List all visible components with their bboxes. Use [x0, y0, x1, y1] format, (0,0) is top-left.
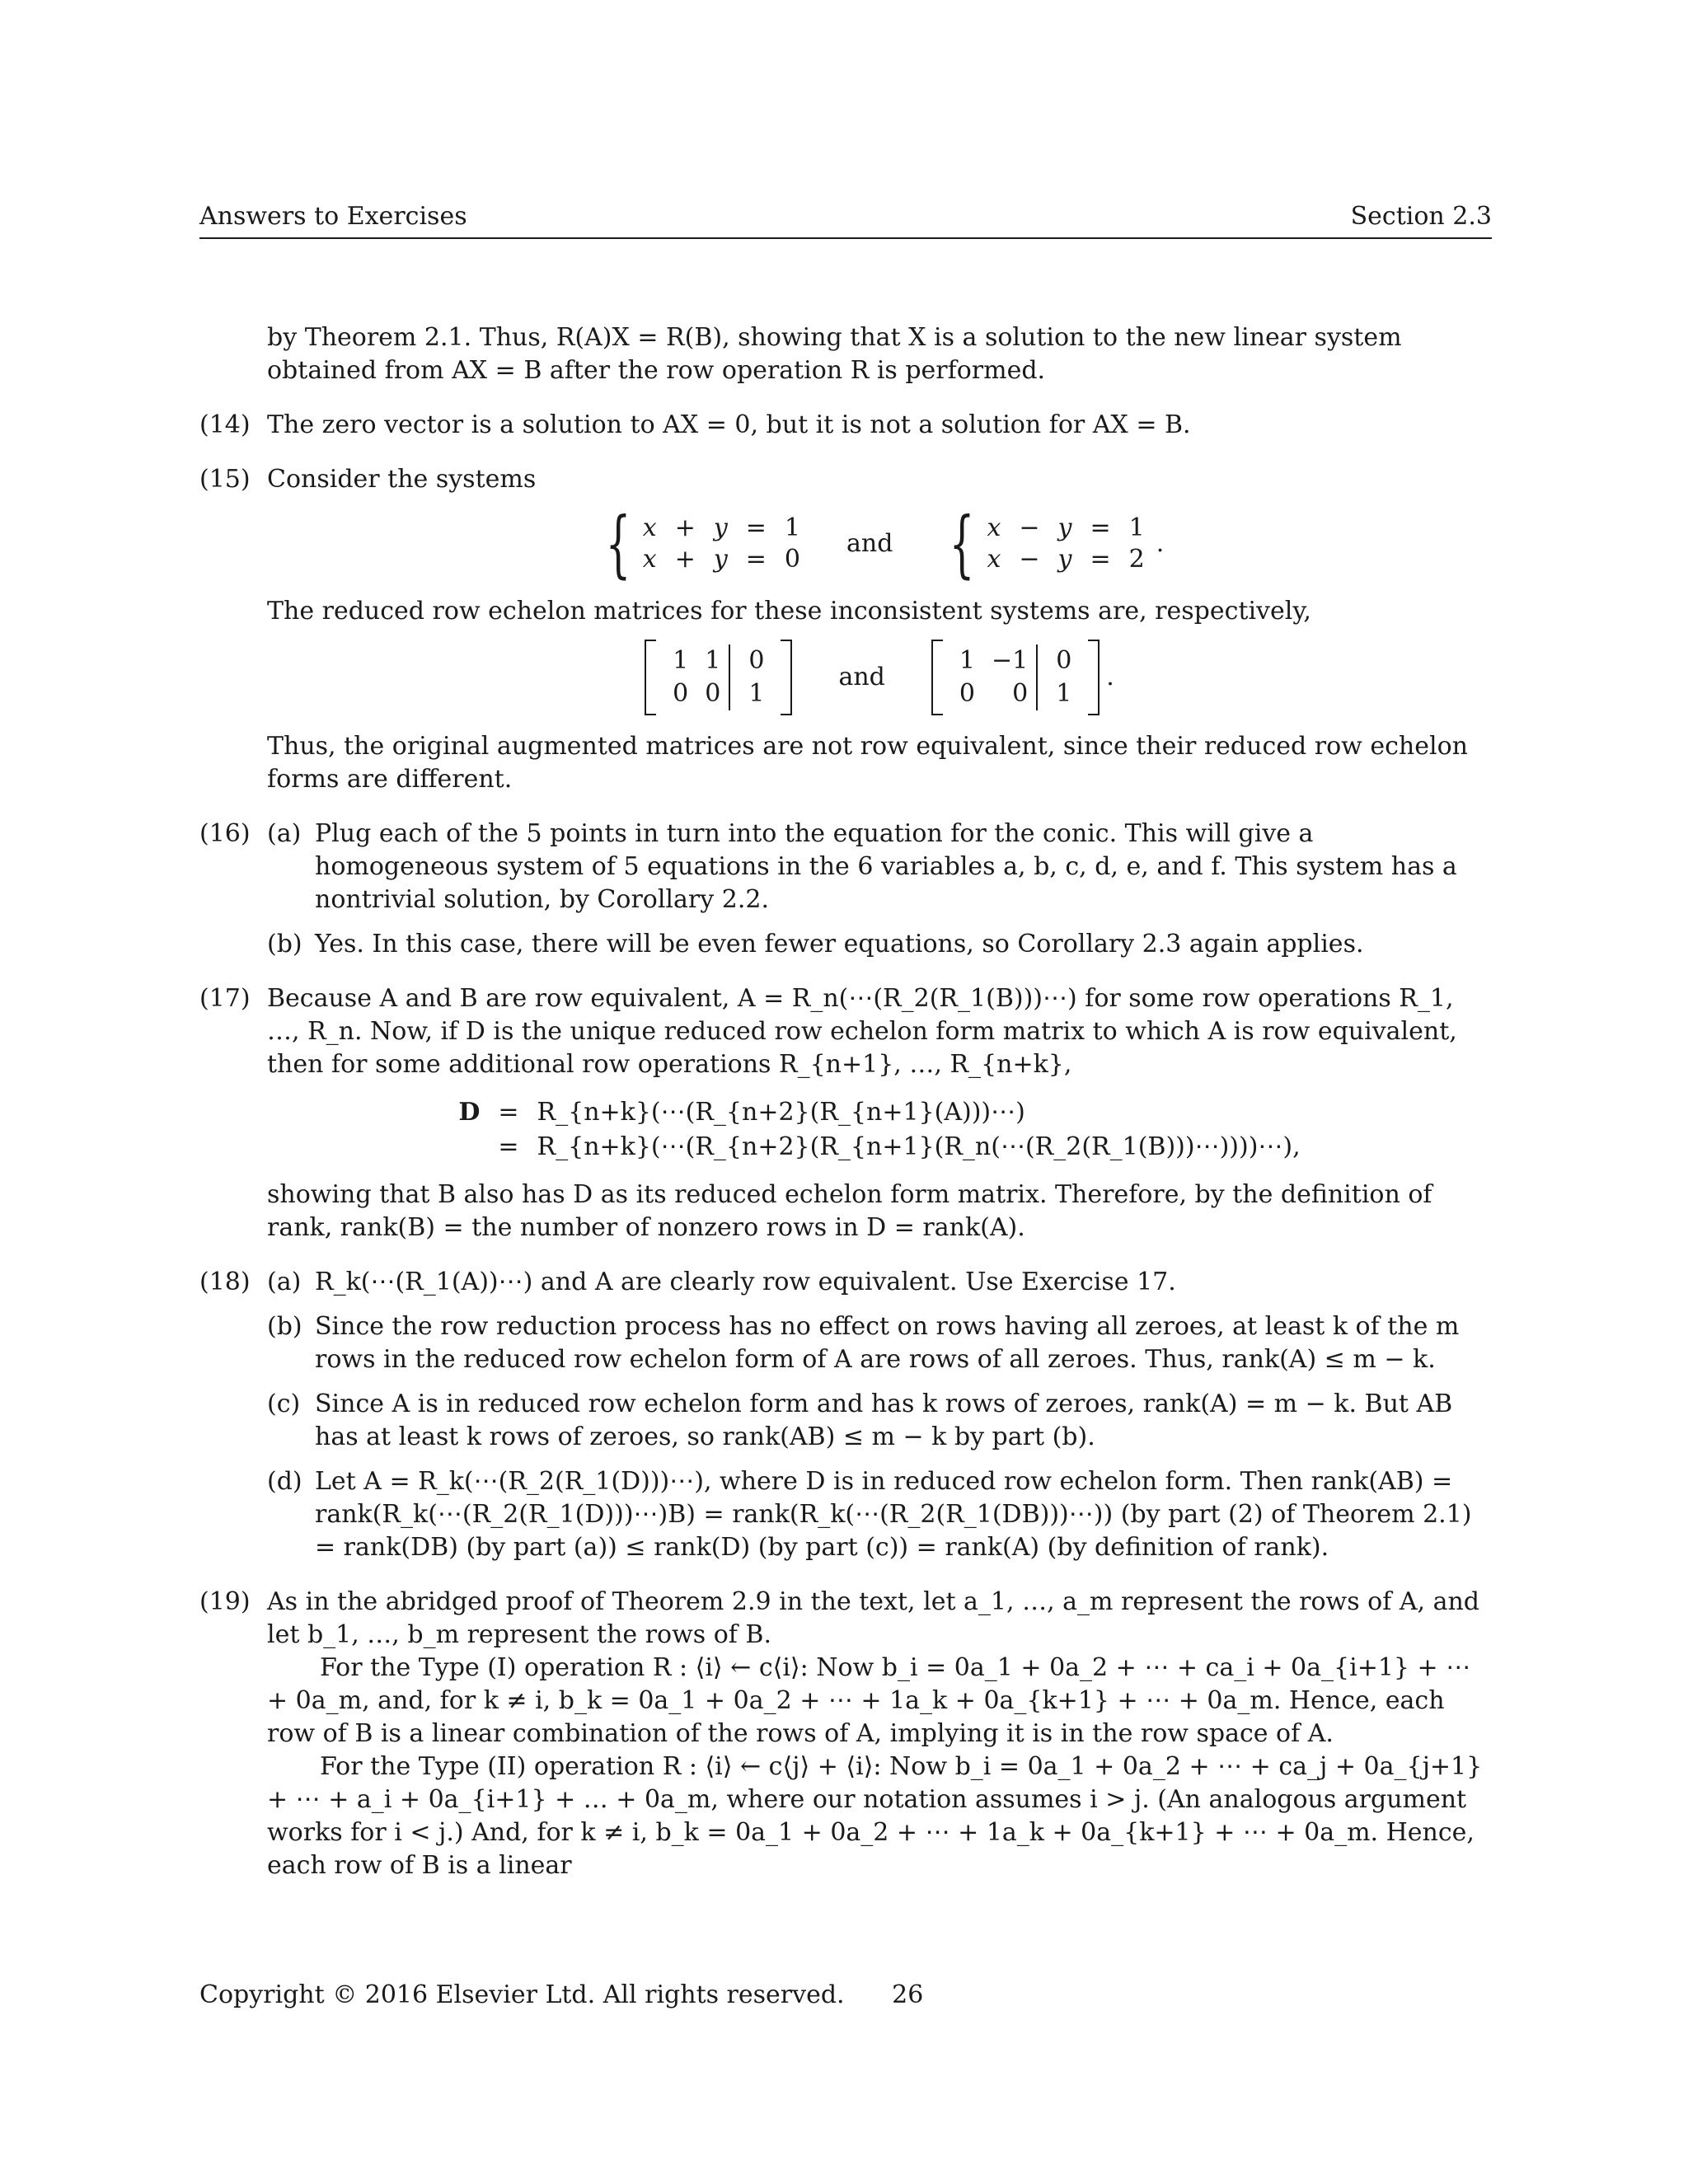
exercise-15: [199, 463, 1492, 796]
paragraph-1: As in the abridged proof of Theorem 2.9 in the text, let a_1, …, a_m represent the rows of A, and let b_1, …, b_m represent the rows of B.: [267, 1587, 1480, 1649]
exercise-intro: Consider the systems: [267, 465, 537, 494]
system-2: [939, 501, 1165, 586]
matrix-entry: 0: [748, 646, 765, 675]
part-c: [267, 1388, 1492, 1454]
part-text: Yes. In this case, there will be even fewer equations, so Corollary 2.3 again applies.: [315, 930, 1364, 958]
matrix-1: [645, 640, 792, 715]
matrix-entry: 1: [673, 646, 689, 675]
matrix-2: [931, 640, 1114, 715]
equation-lhs: D: [458, 1098, 481, 1127]
equation-line-1: R_{n+k}(⋯(R_{n+2}(R_{n+1}(A)))⋯): [537, 1098, 1025, 1127]
part-text: Plug each of the 5 points in turn into the equation for the conic. This will give a homogeneous system of 5 equations in the 6 variables a, b, c, d, e, and f. This system has a nontrivial solution, by Corollary 2.2.: [315, 819, 1457, 914]
left-brace: {: [605, 501, 631, 586]
period: .: [1156, 529, 1165, 558]
matrix-entry: 1: [959, 646, 975, 675]
system-term: =: [1090, 545, 1111, 574]
system-term: y: [1057, 513, 1072, 542]
aligned-grid: [458, 1096, 1300, 1164]
part-text: Let A = R_k(⋯(R_2(R_1(D)))⋯), where D is in reduced row echelon form. Then rank(AB) = rank(R_k(⋯(R_2(R_1(D)))⋯)B) = rank(R_k(⋯(R_2(R_1(DB)))⋯)) (by part (2) of Theorem 2.1) = rank(DB) (by part (a)) ≤ rank(D) (by part (c)) = rank(A) (by definition of rank).: [315, 1467, 1472, 1562]
header-right: Section 2.3: [1350, 202, 1492, 231]
period: .: [1106, 663, 1114, 691]
system-term: x: [987, 513, 1001, 542]
system-term: =: [745, 545, 767, 574]
right-bracket: [781, 640, 792, 715]
exercise-number: (14): [199, 410, 251, 439]
matrix-entry: 1: [696, 644, 730, 677]
exercise-middle-text: The reduced row echelon matrices for these inconsistent systems are, respectively,: [267, 597, 1311, 626]
system-term: 1: [1128, 513, 1145, 542]
part-d: [267, 1465, 1492, 1564]
system-term: x: [642, 545, 657, 574]
system-1-equations: [643, 513, 800, 575]
aligned-equations: [267, 1096, 1492, 1164]
page-body: [199, 321, 1492, 1904]
exercise-number: (18): [199, 1268, 251, 1296]
left-bracket: [645, 640, 656, 715]
exercise-number: (16): [199, 819, 251, 848]
page-number: 26: [892, 1980, 924, 2009]
running-header: [199, 204, 1492, 239]
equals-sign: =: [498, 1132, 519, 1161]
part-label: (b): [267, 1312, 302, 1341]
part-text: Since the row reduction process has no effect on rows having all zeroes, at least k of the m rows in the reduced row echelon form of A are rows of all zeroes. Thus, rank(A) ≤ m − k.: [315, 1312, 1460, 1374]
exercise-text: Because A and B are row equivalent, A = R_n(⋯(R_2(R_1(B)))⋯) for some row operations R_1, …, R_n. Now, if D is the unique reduced row echelon form matrix to which A is row equivalent, then for some additional row operations R_{n+1}, …, R_{n+k},: [267, 984, 1457, 1079]
system-term: −: [1019, 513, 1040, 542]
systems-display: [267, 501, 1492, 586]
matrix-entry: 0: [959, 679, 975, 708]
exercise-text: The zero vector is a solution to AX = 0, but it is not a solution for AX = B.: [267, 410, 1191, 439]
matrix-2-entries: [943, 644, 1088, 710]
part-text: Since A is in reduced row echelon form and has k rows of zeroes, rank(A) = m − k. But AB has at least k rows of zeroes, so rank(AB) ≤ m − k by part (b).: [315, 1390, 1453, 1451]
part-text: R_k(⋯(R_1(A))⋯) and A are clearly row equivalent. Use Exercise 17.: [315, 1268, 1176, 1296]
exercise-number: (15): [199, 465, 251, 494]
system-term: y: [713, 545, 728, 574]
system-term: y: [1057, 545, 1072, 574]
matrices-display: [267, 640, 1492, 715]
system-2-equations: [987, 513, 1144, 575]
matrices-and: and: [838, 663, 885, 691]
exercise-number: (17): [199, 984, 251, 1013]
part-label: (a): [267, 819, 302, 848]
exercise-text-2: showing that B also has D as its reduced echelon form matrix. Therefore, by the definition of rank, rank(B) = the number of nonzero rows in D = rank(A).: [267, 1180, 1432, 1242]
right-bracket: [1088, 640, 1100, 715]
equation-lhs-empty: [458, 1131, 480, 1164]
system-term: 0: [784, 545, 801, 574]
continuation-paragraph: by Theorem 2.1. Thus, R(A)X = R(B), showing that X is a solution to the new linear system obtained from AX = B after the row operation R is performed.: [267, 323, 1402, 385]
part-a: [267, 1266, 1492, 1299]
matrix-entry: 1: [1056, 679, 1072, 708]
systems-and: and: [846, 529, 893, 558]
system-term: x: [987, 545, 1001, 574]
system-term: =: [1090, 513, 1111, 542]
part-b: [267, 1310, 1492, 1376]
exercise-19: [199, 1586, 1492, 1882]
matrix-entry: 0: [696, 677, 730, 710]
part-label: (d): [267, 1467, 302, 1496]
left-brace: {: [950, 501, 975, 586]
system-term: +: [674, 513, 696, 542]
system-term: x: [642, 513, 657, 542]
system-term: +: [674, 545, 696, 574]
exercise-14: [199, 409, 1492, 442]
exercise-outro: Thus, the original augmented matrices are not row equivalent, since their reduced row echelon forms are different.: [267, 732, 1468, 794]
matrix-entry: 0: [673, 679, 689, 708]
matrix-entry: 0: [983, 677, 1038, 710]
exercise-18: [199, 1266, 1492, 1564]
page-footer: [199, 1980, 924, 2009]
equation-line-2: R_{n+k}(⋯(R_{n+2}(R_{n+1}(R_n(⋯(R_2(R_1(B)))⋯))))⋯),: [537, 1132, 1301, 1161]
system-1: [595, 501, 801, 586]
part-label: (a): [267, 1268, 302, 1296]
exercise-17: [199, 982, 1492, 1244]
left-bracket: [931, 640, 943, 715]
copyright-notice: Copyright © 2016 Elsevier Ltd. All rights reserved.: [199, 1980, 845, 2009]
part-a: [267, 818, 1492, 916]
paragraph-2: For the Type (I) operation R : ⟨i⟩ ← c⟨i⟩: Now b_i = 0a_1 + 0a_2 + ⋯ + ca_i + 0a_{i+1} + ⋯ + 0a_m, and, for k ≠ i, b_k = 0a_1 + 0a_2 + ⋯ + 1a_k + 0a_{k+1} + ⋯ + 0a_m. Hence, each row of B is a linear combination of the rows of A, implying it is in the row space of A.: [267, 1653, 1471, 1748]
matrix-entry: 1: [748, 679, 765, 708]
exercise-number: (19): [199, 1587, 251, 1616]
system-term: 2: [1128, 545, 1145, 574]
header-left: Answers to Exercises: [199, 202, 467, 231]
matrix-entry: −1: [983, 644, 1038, 677]
equals-sign: =: [498, 1098, 519, 1127]
matrix-entry: 0: [1056, 646, 1072, 675]
system-term: −: [1019, 545, 1040, 574]
part-label: (b): [267, 930, 302, 958]
system-term: 1: [784, 513, 801, 542]
system-term: =: [745, 513, 767, 542]
matrix-1-entries: [656, 644, 781, 710]
part-label: (c): [267, 1390, 301, 1418]
system-term: y: [713, 513, 728, 542]
paragraph-3: For the Type (II) operation R : ⟨i⟩ ← c⟨j⟩ + ⟨i⟩: Now b_i = 0a_1 + 0a_2 + ⋯ + ca_j + 0a_{j+1} + ⋯ + a_i + 0a_{i+1} + … + 0a_m, where our notation assumes i > j. (An analogous argument works for i < j.) And, for k ≠ i, b_k = 0a_1 + 0a_2 + ⋯ + 1a_k + 0a_{k+1} + ⋯ + 0a_m. Hence, each row of B is a linear: [267, 1752, 1483, 1880]
exercise-16: [199, 818, 1492, 961]
part-b: [267, 928, 1492, 961]
